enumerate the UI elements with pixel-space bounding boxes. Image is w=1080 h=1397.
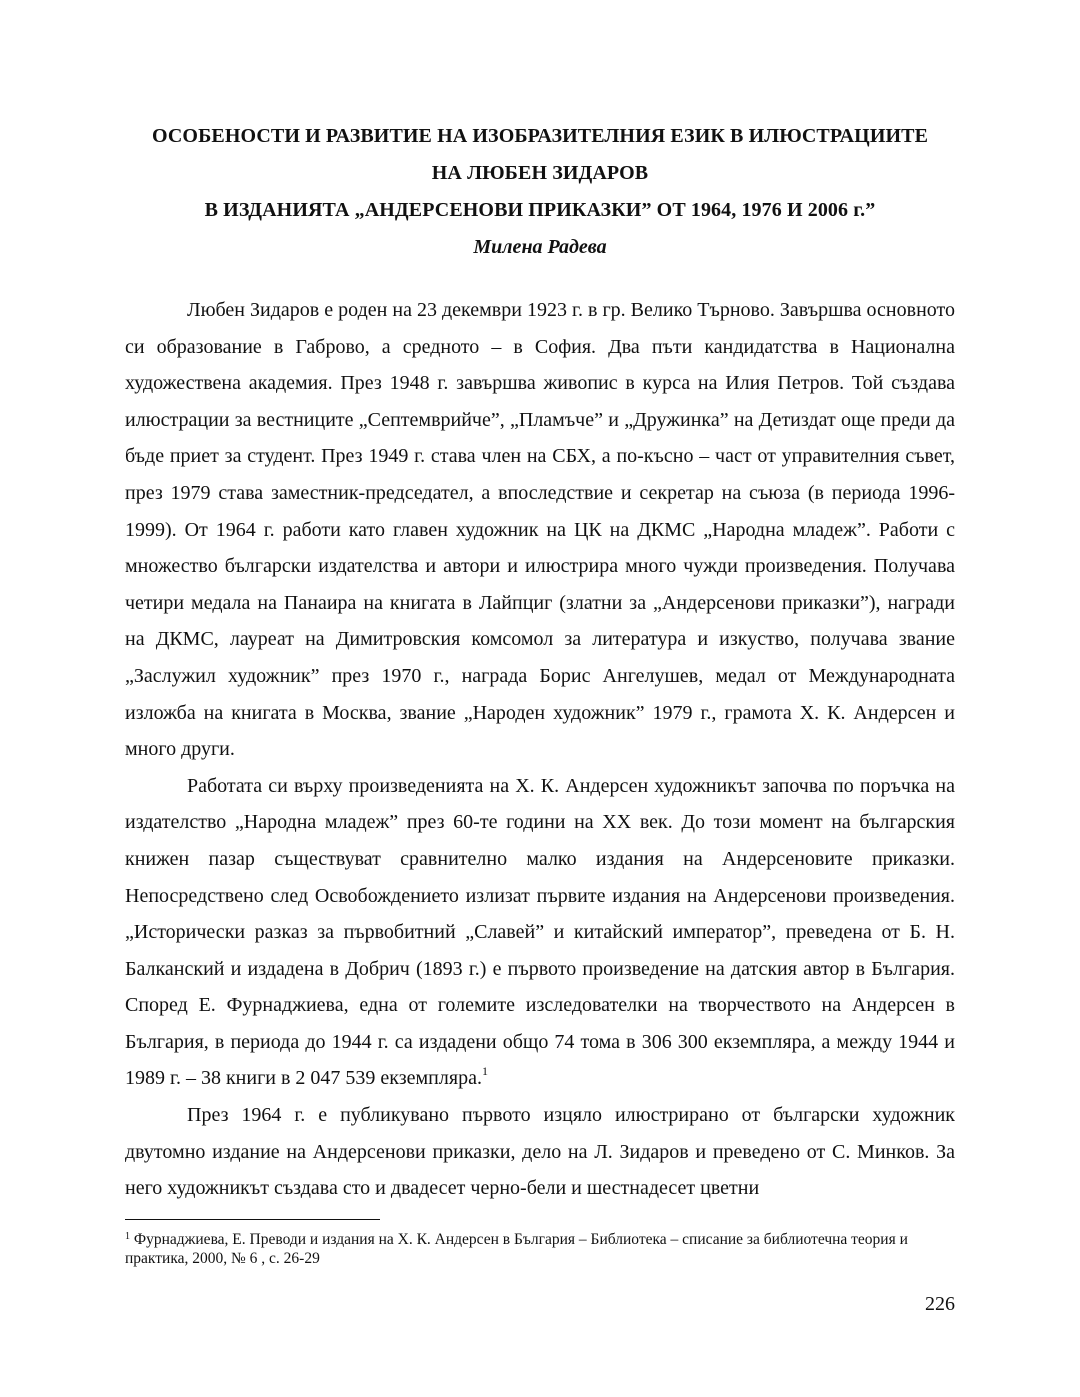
- footnote-separator: [125, 1219, 380, 1220]
- paragraph-3: През 1964 г. е публикувано първото изцяло илюстрирано от български художник двутомно издание на Андерсенови приказки, дело на Л. Зидаров и преведено от С. Минков. За него художникът създава сто и двадесет черно-бели и шестнадесет цветни: [125, 1104, 955, 1200]
- footnote-text: Фурнаджиева, Е. Преводи и издания на Х. К. Андерсен в България – Библиотека – списание за библиотечна теория и практика, 2000, № 6 , с. 26-29: [125, 1231, 908, 1267]
- author-name: Милена Радева: [473, 236, 607, 258]
- footnote: [125, 1230, 955, 1268]
- paragraph-1: Любен Зидаров е роден на 23 декември 1923 г. в гр. Велико Търново. Завършва основното си образование в Габрово, а средното – в София. Два пъти кандидатства в Национална художествена академия. През 1948 г. завършва живопис в курса на Илия Петров. Той създава илюстрации за вестниците „Септемврийче”, „Пламъче” и „Дружинка” на Детиздат още преди да бъде приет за студент. През 1949 г. става член на СБХ, а по-късно – част от управителния съвет, през 1979 става заместник-председател, а впоследствие и секретар на съюза (в периода 1996-1999). От 1964 г. работи като главен художник на ЦК на ДКМС „Народна младеж”. Работи с множество български издателства и автори и илюстрира много чужди произведения. Получава четири медала на Панаира на книгата в Лайпциг (златни за „Андерсенови приказки”), награди на ДКМС, лауреат на Димитровския комсомол за литература и изкуство, получава звание „Заслужил художник” през 1970 г., награда Борис Ангелушев, медал от Международната изложба на книгата в Москва, звание „Народен художник” 1979 г., грамота Х. К. Андерсен и много други.: [125, 299, 955, 761]
- title-line-2: НА ЛЮБЕН ЗИДАРОВ: [431, 162, 649, 184]
- paragraph-2-text: Работата си върху произведенията на Х. К. Андерсен художникът започва по поръчка на издателство „Народна младеж” през 60-те години на XX век. До този момент на българския книжен пазар съществуват сравнително малко издания на Андерсеновите приказки. Непосредствено след Освобождението излизат първите издания на Андерсенови произведения. „Исторически разказ за първобитний „Славей” и китайский император”, преведена от Б. Н. Балканский и издадена в Добрич (1893 г.) е първото произведение на датския автор в България. Според Е. Фурнаджиева, една от големите изследователки на творчеството на Андерсен в България, в периода до 1944 г. са издадени общо 74 тома в 306 300 екземпляра, а между 1944 и 1989 г. – 38 книги в 2 047 539 екземпляра.: [125, 774, 955, 1090]
- footnote-reference[interactable]: 1: [481, 1064, 488, 1079]
- body-text: [125, 292, 955, 1207]
- title-line-3: В ИЗДАНИЯТА „АНДЕРСЕНОВИ ПРИКАЗКИ” ОТ 1964, 1976 И 2006 г.”: [204, 199, 876, 221]
- title-line-1: ОСОБЕНОСТИ И РАЗВИТИЕ НА ИЗОБРАЗИТЕЛНИЯ ЕЗИК В ИЛЮСТРАЦИИТЕ: [151, 125, 929, 147]
- paragraph-2: [125, 768, 955, 1097]
- footnote-number: 1: [125, 1231, 130, 1242]
- title-block: [100, 118, 980, 266]
- page-number: 226: [925, 1293, 955, 1315]
